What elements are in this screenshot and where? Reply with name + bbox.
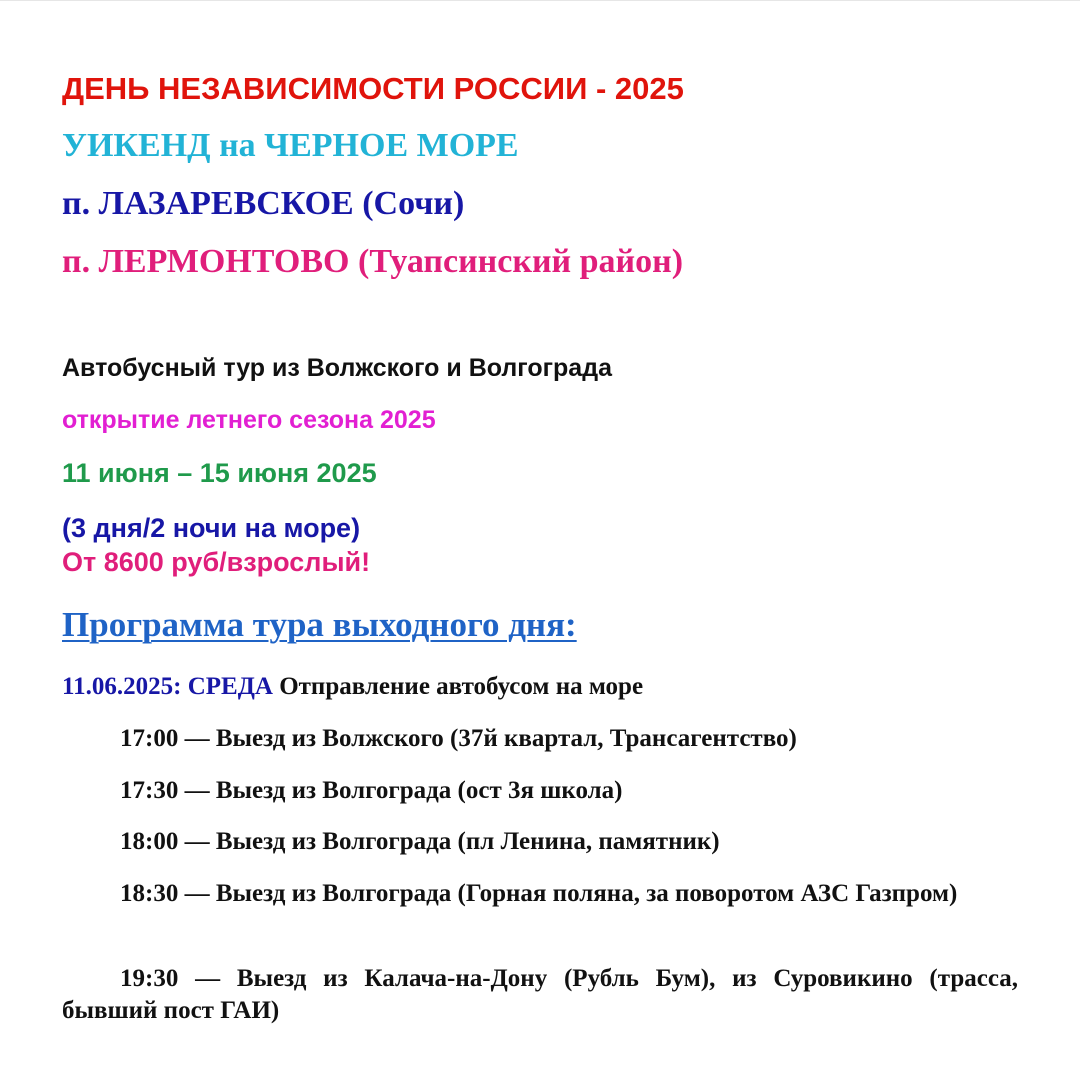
tour-price: От 8600 руб/взрослый!	[62, 547, 371, 577]
subtitle: УИКЕНД на ЧЕРНОЕ МОРЕ	[62, 127, 519, 164]
place-lazarevskoe: п. ЛАЗАРЕВСКОЕ (Сочи)	[62, 185, 465, 222]
day-description: Отправление автобусом на море	[272, 673, 644, 700]
schedule-item: 17:00 — Выезд из Волжского (37й квартал, Трансагентство)	[120, 725, 797, 752]
schedule-item: 17:30 — Выезд из Волгограда (ост 3я школа)	[120, 777, 623, 804]
day-date: 11.06.2025: СРЕДА	[62, 673, 273, 700]
program-title: Программа тура выходного дня:	[62, 605, 577, 644]
schedule-item: 18:00 — Выезд из Волгограда (пл Ленина, памятник)	[120, 828, 720, 855]
place-lermontovo: п. ЛЕРМОНТОВО (Туапсинский район)	[62, 243, 684, 280]
main-title: ДЕНЬ НЕЗАВИСИМОСТИ РОССИИ - 2025	[62, 71, 684, 106]
schedule-item: 18:30 — Выезд из Волгограда (Горная поляна, за поворотом АЗС Газпром)	[120, 880, 958, 907]
day-heading	[62, 673, 643, 701]
tour-description: Автобусный тур из Волжского и Волгограда	[62, 354, 612, 382]
schedule-item: 19:30 — Выезд из Калача-на-Дону (Рубль Бум), из Суровикино (трасса, бывший пост ГАИ)	[62, 965, 1018, 1024]
tour-duration: (3 дня/2 ночи на море)	[62, 513, 361, 543]
season-note: открытие летнего сезона 2025	[62, 406, 436, 434]
tour-dates: 11 июня – 15 июня 2025	[62, 458, 377, 488]
